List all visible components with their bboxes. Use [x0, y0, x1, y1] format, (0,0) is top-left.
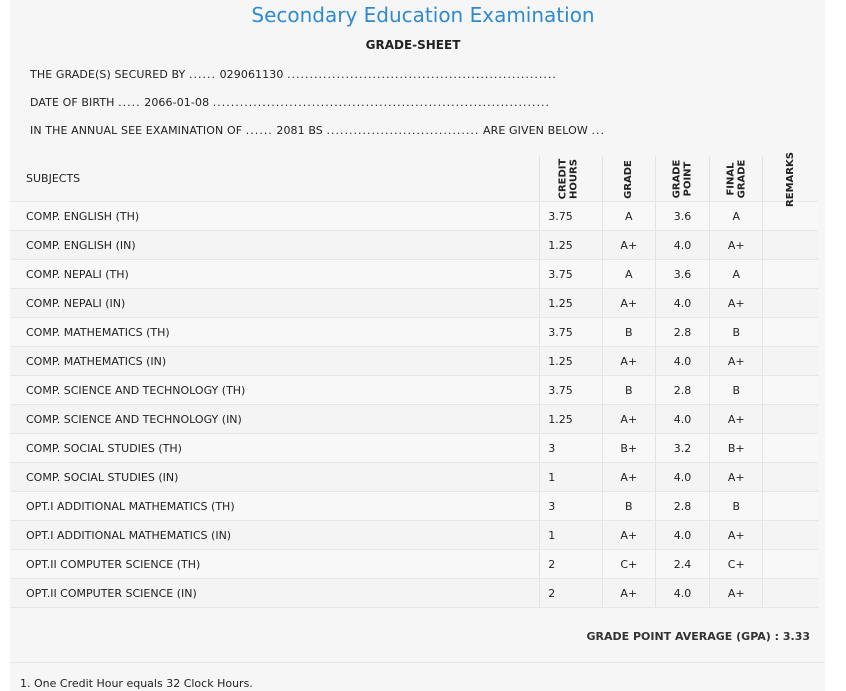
cell-grade-point: 2.8: [655, 492, 710, 521]
cell-final-grade: B+: [710, 434, 763, 463]
cell-final-grade: A+: [710, 405, 763, 434]
cell-grade-point: 4.0: [655, 405, 710, 434]
cell-remarks: [763, 579, 818, 608]
cell-grade-point: 2.8: [655, 376, 710, 405]
cell-credit-hours: 2: [540, 579, 603, 608]
table-row: [10, 318, 818, 347]
dob-line: DATE OF BIRTH ..... 2066-01-08 ...........................................................................: [30, 96, 551, 109]
cell-remarks: [763, 318, 818, 347]
cell-final-grade: A+: [710, 521, 763, 550]
cell-final-grade: A+: [710, 289, 763, 318]
gpa-value: 3.33: [782, 630, 810, 643]
table-row: [10, 521, 818, 550]
table-header-row: [10, 156, 818, 202]
cell-final-grade: A: [710, 260, 763, 289]
cell-grade: B: [602, 376, 655, 405]
table-row: [10, 231, 818, 260]
table-row: [10, 405, 818, 434]
table-row: [10, 202, 818, 231]
cell-remarks: [763, 405, 818, 434]
cell-grade-point: 4.0: [655, 521, 710, 550]
cell-final-grade: B: [710, 318, 763, 347]
cell-grade: B: [602, 318, 655, 347]
dob-label: DATE OF BIRTH: [30, 96, 115, 109]
header-final-grade: FINAL GRADE: [710, 156, 763, 202]
secured-by-label: THE GRADE(S) SECURED BY: [30, 68, 186, 81]
cell-final-grade: A+: [710, 347, 763, 376]
cell-final-grade: A+: [710, 579, 763, 608]
cell-grade-point: 4.0: [655, 231, 710, 260]
table-row: [10, 550, 818, 579]
header-grade-point: GRADE POINT: [655, 156, 710, 202]
grades-table: [10, 152, 818, 608]
cell-grade: B: [602, 492, 655, 521]
cell-remarks: [763, 434, 818, 463]
cell-remarks: [763, 347, 818, 376]
cell-grade-point: 4.0: [655, 347, 710, 376]
cell-credit-hours: 3.75: [540, 318, 603, 347]
cell-grade: C+: [602, 550, 655, 579]
table-row: [10, 289, 818, 318]
cell-grade-point: 3.6: [655, 260, 710, 289]
cell-grade-point: 3.2: [655, 434, 710, 463]
cell-grade: A+: [602, 579, 655, 608]
cell-grade: A+: [602, 231, 655, 260]
cell-subject: COMP. NEPALI (TH): [10, 260, 540, 289]
cell-grade-point: 4.0: [655, 463, 710, 492]
cell-grade-point: 2.4: [655, 550, 710, 579]
cell-grade-point: 4.0: [655, 579, 710, 608]
cell-grade: A+: [602, 521, 655, 550]
cell-grade-point: 2.8: [655, 318, 710, 347]
table-row: [10, 376, 818, 405]
cell-credit-hours: 3: [540, 434, 603, 463]
cell-final-grade: B: [710, 376, 763, 405]
dob-value: 2066-01-08: [144, 96, 210, 109]
cell-remarks: [763, 376, 818, 405]
table-row: [10, 463, 818, 492]
gpa-label: GRADE POINT AVERAGE (GPA) :: [586, 630, 780, 643]
cell-final-grade: A+: [710, 463, 763, 492]
cell-credit-hours: 3.75: [540, 376, 603, 405]
cell-subject: COMP. SCIENCE AND TECHNOLOGY (IN): [10, 405, 540, 434]
cell-subject: COMP. MATHEMATICS (IN): [10, 347, 540, 376]
cell-remarks: [763, 463, 818, 492]
cell-grade: A: [602, 260, 655, 289]
cell-grade-point: 4.0: [655, 289, 710, 318]
page-title: Secondary Education Examination: [251, 3, 595, 27]
gpa-summary: [586, 630, 810, 643]
cell-subject: COMP. NEPALI (IN): [10, 289, 540, 318]
header-grade: GRADE: [602, 156, 655, 202]
cell-grade: B+: [602, 434, 655, 463]
cell-remarks: [763, 550, 818, 579]
cell-remarks: [763, 260, 818, 289]
cell-credit-hours: 1: [540, 463, 603, 492]
cell-credit-hours: 3.75: [540, 260, 603, 289]
cell-credit-hours: 3: [540, 492, 603, 521]
cell-subject: COMP. SOCIAL STUDIES (IN): [10, 463, 540, 492]
cell-subject: COMP. ENGLISH (TH): [10, 202, 540, 231]
cell-credit-hours: 1.25: [540, 231, 603, 260]
header-credit-hours: CREDIT HOURS: [540, 156, 603, 202]
cell-credit-hours: 3.75: [540, 202, 603, 231]
cell-subject: COMP. SOCIAL STUDIES (TH): [10, 434, 540, 463]
cell-subject: OPT.I ADDITIONAL MATHEMATICS (TH): [10, 492, 540, 521]
cell-credit-hours: 1.25: [540, 405, 603, 434]
table-row: [10, 347, 818, 376]
cell-grade: A+: [602, 289, 655, 318]
cell-subject: COMP. MATHEMATICS (TH): [10, 318, 540, 347]
cell-subject: OPT.II COMPUTER SCIENCE (IN): [10, 579, 540, 608]
cell-credit-hours: 2: [540, 550, 603, 579]
table-row: [10, 579, 818, 608]
header-subjects: SUBJECTS: [10, 156, 540, 202]
cell-final-grade: B: [710, 492, 763, 521]
header-remarks: REMARKS: [763, 156, 818, 202]
cell-subject: COMP. ENGLISH (IN): [10, 231, 540, 260]
cell-grade: A+: [602, 463, 655, 492]
table-row: [10, 260, 818, 289]
secured-by-line: THE GRADE(S) SECURED BY ...... 029061130 ............................................................: [30, 68, 557, 81]
cell-final-grade: A: [710, 202, 763, 231]
cell-remarks: [763, 231, 818, 260]
cell-remarks: [763, 521, 818, 550]
cell-remarks: [763, 289, 818, 318]
cell-grade: A+: [602, 347, 655, 376]
cell-remarks: [763, 492, 818, 521]
symbol-number: 029061130: [219, 68, 284, 81]
cell-grade: A: [602, 202, 655, 231]
cell-credit-hours: 1.25: [540, 347, 603, 376]
cell-subject: COMP. SCIENCE AND TECHNOLOGY (TH): [10, 376, 540, 405]
cell-grade: A+: [602, 405, 655, 434]
cell-final-grade: A+: [710, 231, 763, 260]
table-row: [10, 434, 818, 463]
page-subtitle: GRADE-SHEET: [365, 38, 461, 52]
table-row: [10, 492, 818, 521]
cell-subject: OPT.I ADDITIONAL MATHEMATICS (IN): [10, 521, 540, 550]
cell-credit-hours: 1.25: [540, 289, 603, 318]
cell-credit-hours: 1: [540, 521, 603, 550]
exam-year: 2081 BS: [276, 124, 323, 137]
cell-grade-point: 3.6: [655, 202, 710, 231]
footer-divider: [10, 662, 825, 663]
exam-line: IN THE ANNUAL SEE EXAMINATION OF ...... 2081 BS .................................. ARE GIVEN BELOW ...: [30, 124, 605, 137]
cell-final-grade: C+: [710, 550, 763, 579]
exam-label: IN THE ANNUAL SEE EXAMINATION OF: [30, 124, 243, 137]
footnote: 1. One Credit Hour equals 32 Clock Hours.: [20, 677, 253, 690]
cell-subject: OPT.II COMPUTER SCIENCE (TH): [10, 550, 540, 579]
exam-suffix: ARE GIVEN BELOW: [483, 124, 588, 137]
